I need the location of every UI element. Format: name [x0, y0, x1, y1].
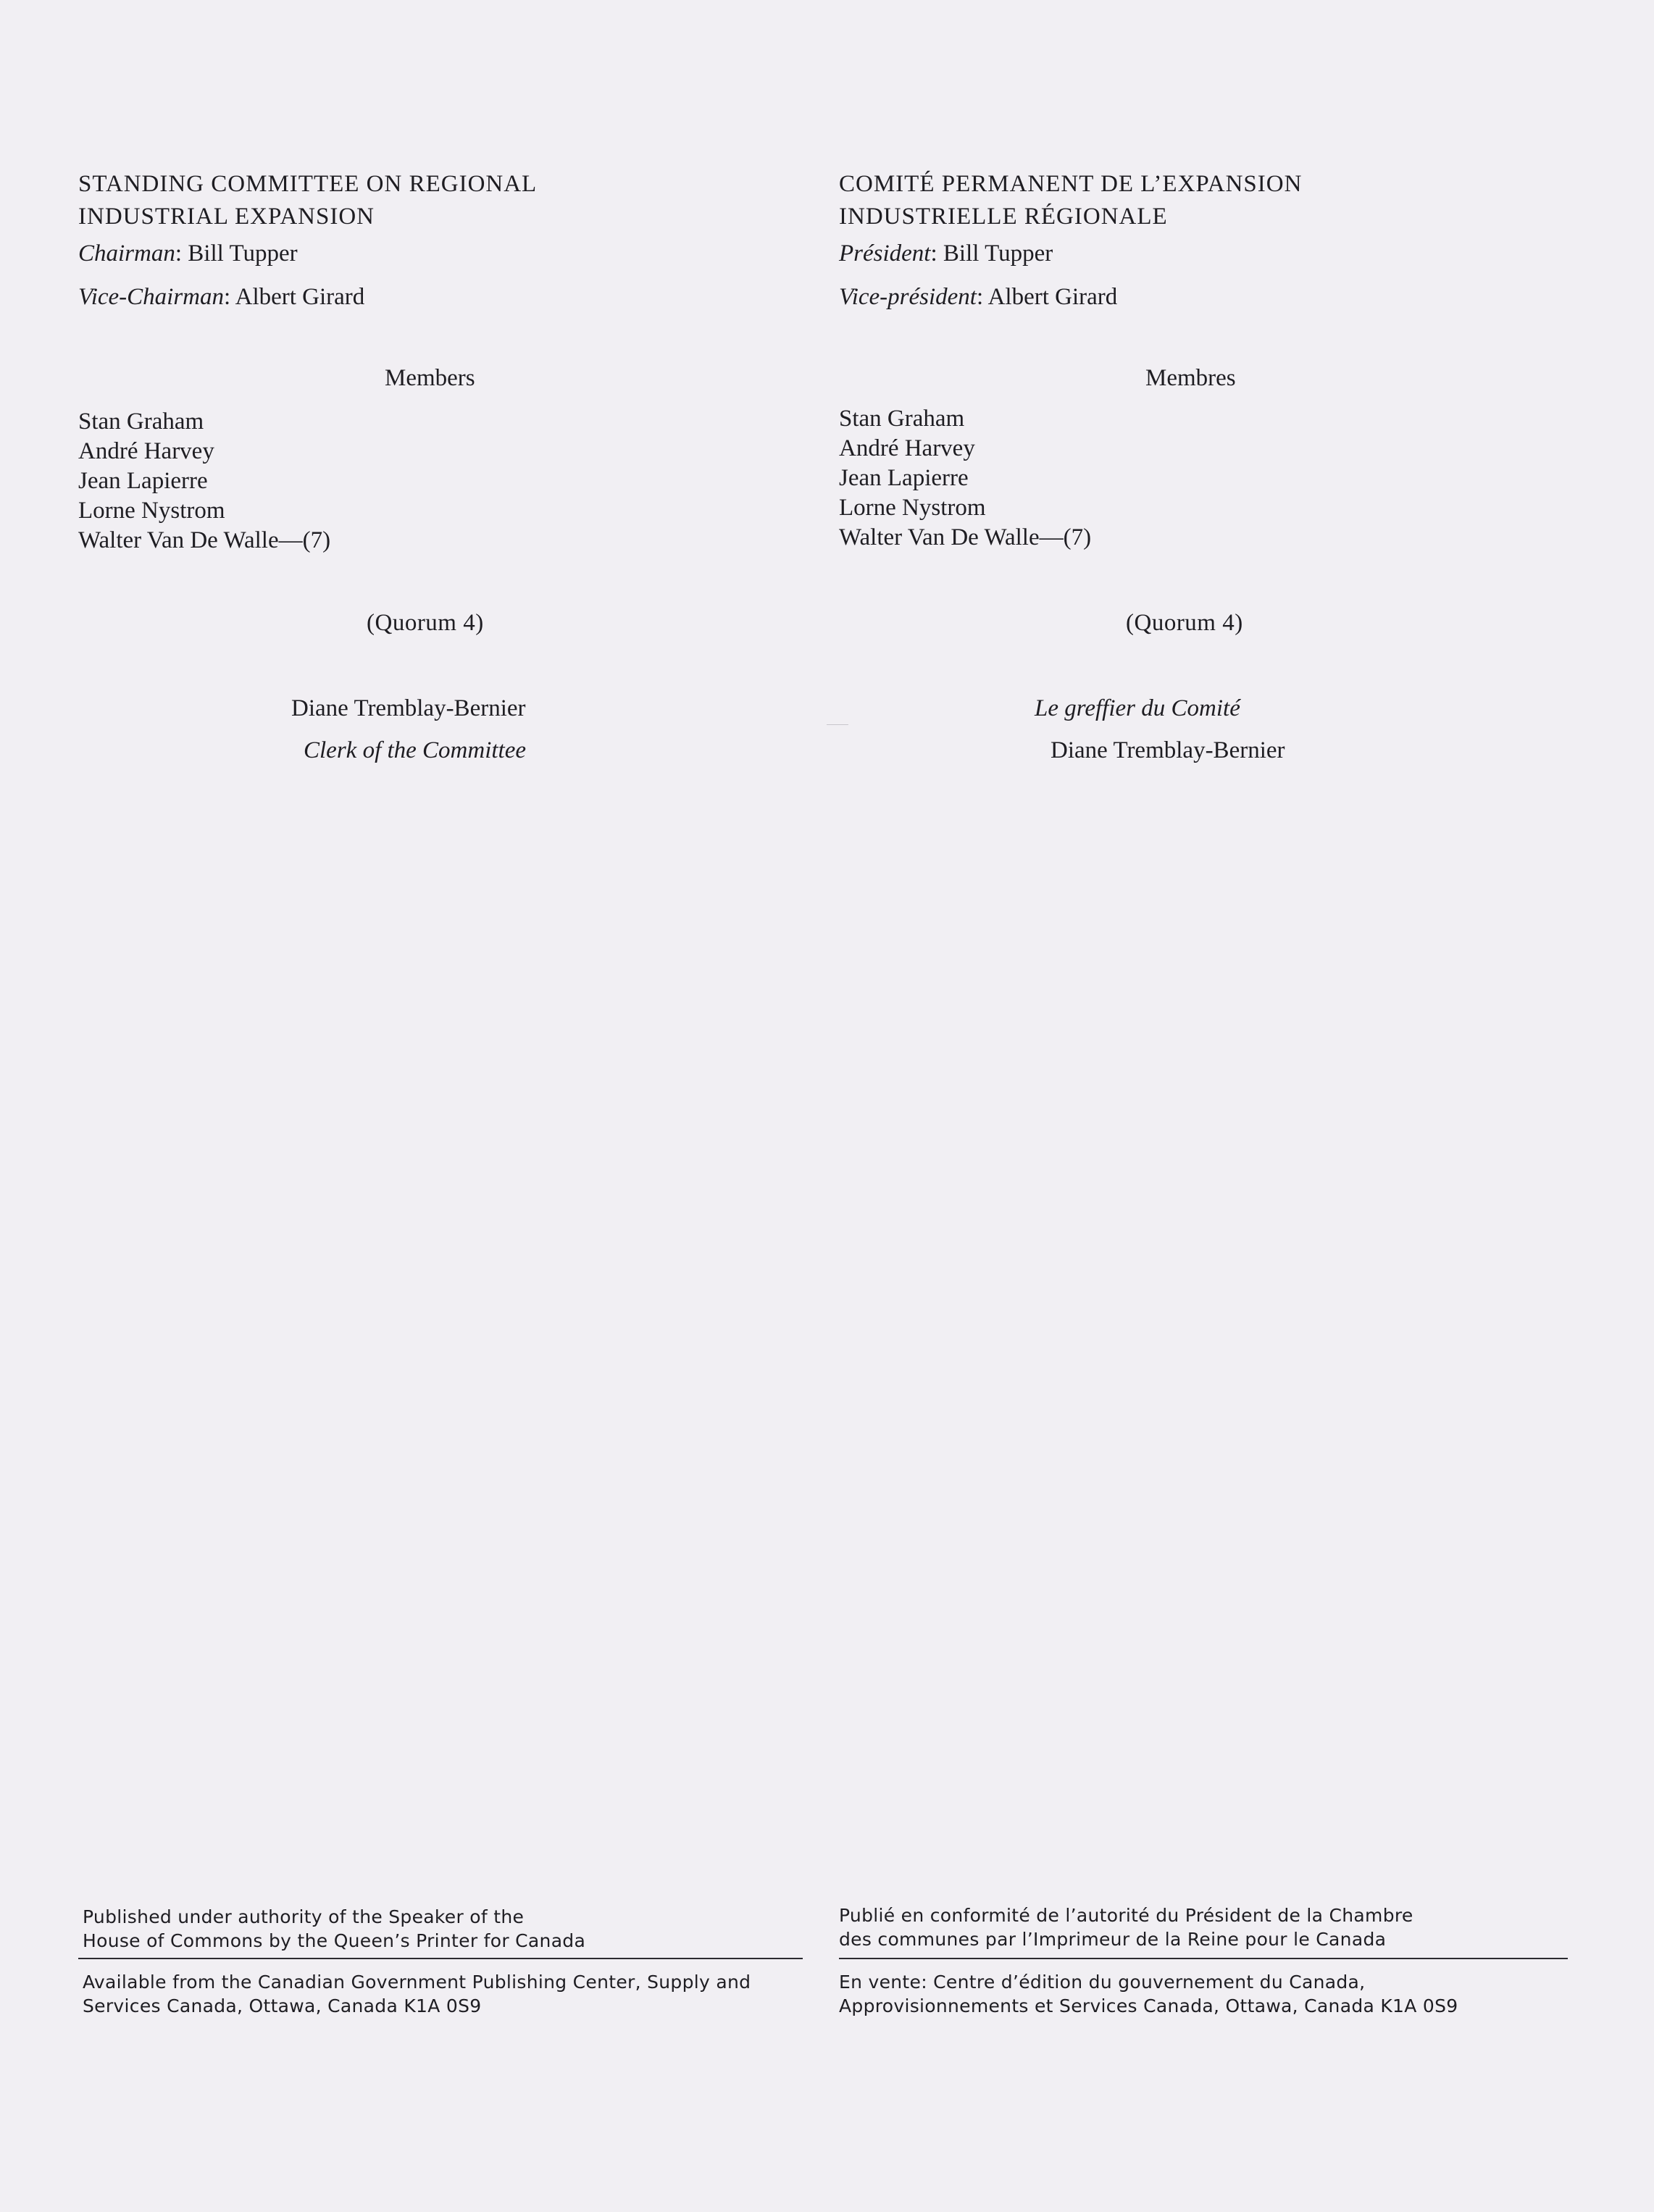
chairman-role: Chairman — [78, 240, 175, 267]
committee-name — [78, 168, 537, 233]
member-item: Stan Graham — [78, 409, 204, 435]
chairman-name: : Bill Tupper — [175, 240, 298, 267]
center-rule — [827, 724, 848, 725]
published-notice — [83, 1905, 585, 1953]
published-line-1: Publié en conformité de l’autorité du Président de la Chambre — [839, 1905, 1413, 1926]
published-line-2: House of Commons by the Queen’s Printer for Canada — [83, 1930, 586, 1951]
member-item: Walter Van De Walle—(7) — [78, 527, 331, 553]
availability-notice — [83, 1970, 751, 2018]
quorum: (Quorum 4) — [367, 610, 484, 636]
member-item: Walter Van De Walle—(7) — [839, 524, 1092, 550]
vice-chairman-name: : Albert Girard — [976, 284, 1118, 310]
vice-chairman-name: : Albert Girard — [224, 284, 365, 310]
french-column — [839, 0, 1578, 2212]
members-list — [78, 407, 330, 556]
available-line-1: En vente: Centre d’édition du gouvernement du Canada, — [839, 1972, 1366, 1993]
clerk-title: Clerk of the Committee — [304, 737, 527, 763]
published-line-2: des communes par l’Imprimeur de la Reine pour le Canada — [839, 1929, 1387, 1950]
vice-chairman — [839, 284, 1117, 311]
vice-chairman-role: Vice-président — [839, 284, 977, 310]
clerk-name: Diane Tremblay-Bernier — [1051, 737, 1285, 763]
member-item: Stan Graham — [839, 406, 965, 432]
members-heading: Membres — [1145, 365, 1236, 391]
member-item: Lorne Nystrom — [78, 498, 225, 524]
available-line-2: Approvisionnements et Services Canada, Ottawa, Canada K1A 0S9 — [839, 1995, 1458, 2016]
vice-chairman — [78, 284, 364, 311]
published-line-1: Published under authority of the Speaker of the — [83, 1906, 525, 1927]
footer-divider — [839, 1958, 1568, 1959]
committee-name — [839, 168, 1302, 233]
published-notice — [839, 1903, 1413, 1951]
available-line-1: Available from the Canadian Government Publishing Center, Supply and — [83, 1972, 751, 1993]
vice-chairman-role: Vice-Chairman — [78, 284, 225, 310]
member-item: Jean Lapierre — [78, 468, 208, 494]
chairman — [78, 240, 298, 267]
member-item: André Harvey — [839, 435, 975, 461]
footer-divider — [78, 1958, 803, 1959]
availability-notice — [839, 1970, 1458, 2018]
committee-name-line-1: COMITÉ PERMANENT DE L’EXPANSION — [839, 171, 1303, 197]
committee-name-line-2: INDUSTRIELLE RÉGIONALE — [839, 204, 1168, 230]
chairman-name: : Bill Tupper — [930, 240, 1053, 267]
members-list — [839, 404, 1091, 553]
committee-name-line-1: STANDING COMMITTEE ON REGIONAL — [78, 171, 538, 197]
members-heading: Members — [385, 365, 475, 391]
clerk-title: Le greffier du Comité — [1035, 695, 1240, 721]
member-item: Jean Lapierre — [839, 465, 969, 491]
committee-name-line-2: INDUSTRIAL EXPANSION — [78, 204, 375, 230]
quorum: (Quorum 4) — [1126, 610, 1243, 636]
member-item: André Harvey — [78, 438, 214, 464]
english-column — [78, 0, 817, 2212]
clerk-name: Diane Tremblay-Bernier — [291, 695, 526, 721]
available-line-2: Services Canada, Ottawa, Canada K1A 0S9 — [83, 1995, 482, 2016]
chairman-role: Président — [839, 240, 931, 267]
member-item: Lorne Nystrom — [839, 495, 986, 521]
chairman — [839, 240, 1053, 267]
